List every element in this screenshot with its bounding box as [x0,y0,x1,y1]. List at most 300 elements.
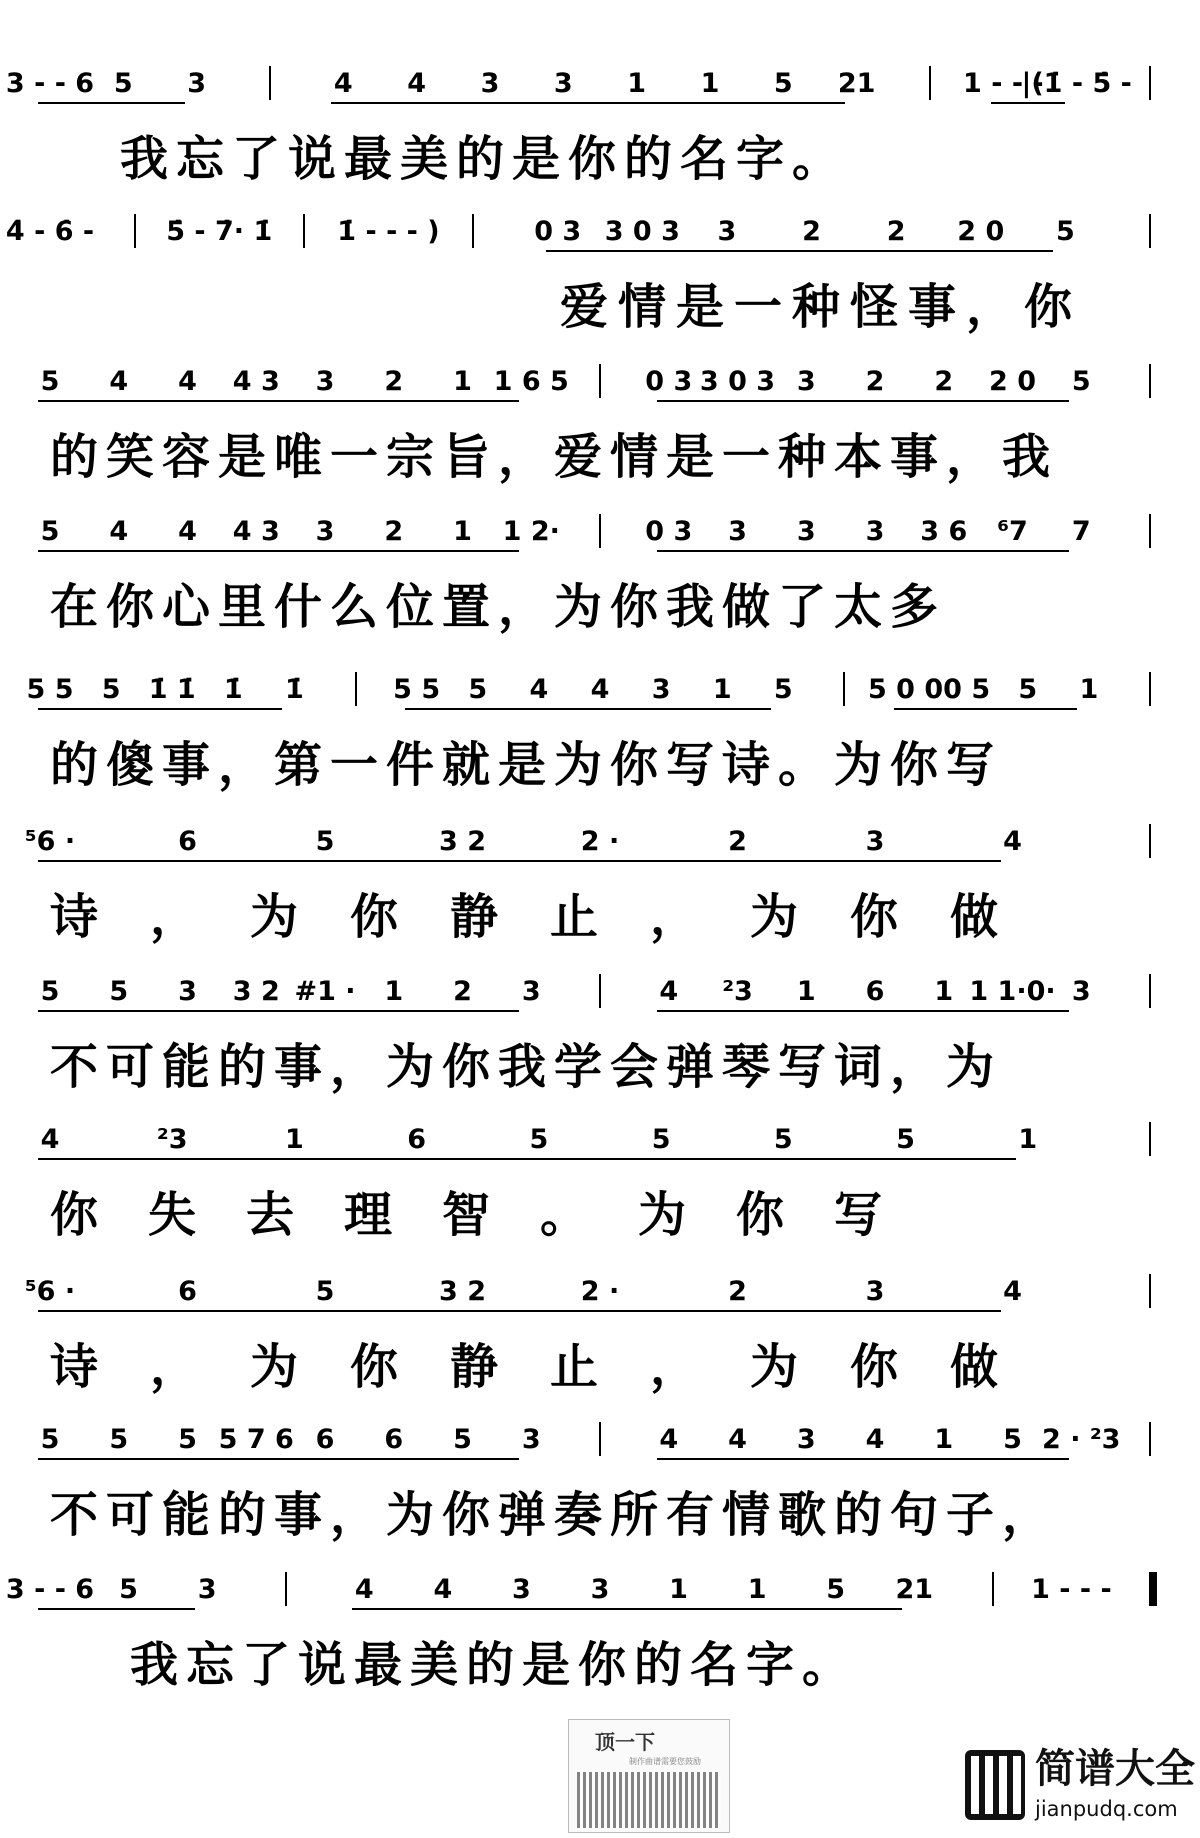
beam-underline [726,400,795,402]
notation-line [0,1418,1200,1462]
barline [1149,672,1151,706]
beam-underline [551,102,624,104]
lyric-char: 了 [778,579,827,635]
lyric-char: 的 [466,1637,515,1693]
note-token: 3 [796,1424,816,1455]
beam-underline [405,102,478,104]
beam-underline [932,550,1001,552]
lyric-char: 情 [610,429,659,485]
note-token: 3 [187,68,207,99]
beam-underline [431,1608,510,1610]
note-token: 3 [796,516,816,547]
lyric-char: 么 [330,579,379,635]
lyric-char: 什 [274,579,323,635]
lyric-char: 你 [850,889,899,945]
note-token: 4 [109,516,129,547]
note-token: 5 [178,1424,197,1455]
note-token: 4 [407,68,427,99]
beam-underline [38,1310,176,1312]
note-token: 1 [669,1574,688,1605]
lyric-char: 最 [344,131,393,187]
lyric-char: 你 [610,579,659,635]
note-token: 1̇ - - - ) [337,216,440,247]
lyric-char: 置 [442,579,491,635]
lyric-char: 就 [442,737,491,793]
lyric-char: 位 [386,579,435,635]
note-token: 1 1·0· [969,976,1056,1007]
barline [1149,66,1151,100]
lyric-char: 你 [350,1339,399,1395]
lyric-char: 是 [218,429,267,485]
note-token: 3 [590,1574,610,1605]
lyric-char: ， [946,429,995,485]
note-token: 21 [837,68,876,99]
lyrics-line [0,124,1200,194]
note-token: 3 [178,976,197,1007]
lyric-char: 的 [218,1487,267,1543]
beam-underline [244,400,313,402]
piano-icon [965,1750,1025,1820]
brand-title: 简谱大全 [1035,1746,1195,1792]
beam-underline [588,860,726,862]
beam-underline [726,1010,795,1012]
barline [134,214,136,248]
barline [843,672,845,706]
lyric-char: 情 [722,1487,771,1543]
note-token: 3 2 [232,976,280,1007]
note-token: 4 [590,674,610,705]
lyric-char: 是 [676,279,725,335]
note-token: 3 - - 6 [5,68,95,99]
note-token: 1 [712,674,732,705]
beam-underline [38,1458,107,1460]
lyric-char: 名 [690,1637,739,1693]
lyric-char: 忘 [186,1637,235,1693]
note-token: 2 0 [957,216,1005,247]
note-token: 3 [1071,976,1091,1007]
beam-underline [405,1158,527,1160]
note-token: 3 [865,1276,885,1307]
note-token: 1̇ [223,674,243,705]
note-token: 5 [896,1124,915,1155]
lyric-char: 静 [450,889,499,945]
lyric-char: 字 [746,1637,795,1693]
beam-underline [38,1608,117,1610]
beam-underline [588,1608,667,1610]
notation-line [0,1568,1200,1612]
note-token: 4 [354,1574,374,1605]
qr-code-icon [577,1772,721,1828]
beam-underline [726,1310,864,1312]
note-token: 3 [865,826,885,857]
beam-underline [331,102,404,104]
lyric-char: ， [150,1339,199,1395]
lyric-char: 的 [834,1487,883,1543]
note-token: 3 [512,1574,531,1605]
note-token: 5 [101,674,121,705]
lyric-char: 为 [834,737,883,793]
lyric-char: 你 [568,131,617,187]
note-token: 2 [886,216,906,247]
beam-underline [352,1608,431,1610]
beam-underline [313,1458,382,1460]
note-token: 4 [865,1424,885,1455]
note-token: 4 [1003,1276,1022,1307]
brand-logo[interactable] [965,1744,1195,1832]
lyric-char: ， [890,1039,939,1095]
note-token: 5 5 [393,674,441,705]
beam-underline [117,1608,196,1610]
beam-underline [745,1608,824,1610]
note-token: 5 [773,674,793,705]
note-token: 0 3 [645,366,693,397]
note-token: 5 [40,1424,60,1455]
lyric-char: ， [498,579,547,635]
lyrics-line [0,1332,1200,1402]
lyric-char: 诗 [50,1339,99,1395]
barline [992,1572,994,1606]
lyric-char: 心 [162,579,211,635]
note-token: 1 [1079,674,1099,705]
barline [1149,214,1151,248]
lyric-char: 你 [50,1187,99,1243]
note-token: 3 0 3 [699,366,776,397]
lyric-char: 做 [722,579,771,635]
beam-underline [451,1310,589,1312]
note-token: 5 [119,1574,138,1605]
lyric-char: ， [150,889,199,945]
note-token: 3 [197,1574,217,1605]
note-token: 3 [651,674,671,705]
note-token: 0 3 [645,516,693,547]
beam-underline [649,1158,771,1160]
beam-underline [313,550,382,552]
lyric-char: 可 [106,1487,155,1543]
barline [1149,974,1151,1008]
lyric-char: 情 [618,279,667,335]
beam-underline [107,1010,176,1012]
note-token: 4 [659,1424,679,1455]
lyric-char: 你 [850,1339,899,1395]
lyric-char: 容 [162,429,211,485]
lyric-char: 你 [106,579,155,635]
note-token: 3 [553,68,573,99]
note-token: 3 [521,1424,541,1455]
note-token: 3 6 [920,516,968,547]
lyric-char: 弹 [498,1487,547,1543]
note-token: 5 [315,826,335,857]
note-token: 0 3 [534,216,582,247]
beam-underline [405,708,466,710]
note-token: 6 [315,1424,335,1455]
lyric-char: ， [330,1039,379,1095]
lyric-char: 旨 [442,429,491,485]
beam-underline [884,250,969,252]
beam-underline [382,400,451,402]
lyric-char: 止 [550,1339,599,1395]
beam-underline [111,102,184,104]
beam-underline [588,1310,726,1312]
beam-underline [38,1010,107,1012]
lyric-char: 的 [456,131,505,187]
note-token: 5 [40,516,60,547]
beam-underline [313,400,382,402]
note-token: 3 [480,68,500,99]
note-token: 3 0 3 [604,216,680,247]
lyric-char: 事 [890,429,939,485]
note-token: 4̇ - 6̇ - [5,216,95,247]
lyric-char: 傻 [106,737,155,793]
lyric-char: ， [1002,1487,1051,1543]
note-token: 5 [453,1424,472,1455]
lyric-char: 名 [680,131,729,187]
note-token: 5 [773,1124,793,1155]
beam-underline [160,708,221,710]
lyric-char: 怪 [850,279,899,335]
lyric-char: 字 [736,131,785,187]
lyric-char: 最 [354,1637,403,1693]
note-token: 1̇ 1̇ [148,674,196,705]
lyric-char: 是 [512,131,561,187]
beam-underline [649,708,710,710]
note-token: 5 [1003,1424,1022,1455]
lyric-char: 里 [218,579,267,635]
lyrics-line [0,1180,1200,1250]
lyric-char: ， [218,737,267,793]
note-token: |(1̇ - 5̇ - [1021,68,1132,99]
beam-underline [38,1158,160,1160]
lyric-char: 琴 [722,1039,771,1095]
beam-underline [451,1458,520,1460]
beam-underline [657,1010,726,1012]
lyric-char: 的 [218,1039,267,1095]
beam-underline [38,102,111,104]
lyric-char: 不 [50,1039,99,1095]
beam-underline [715,250,800,252]
lyric-char: 智 [442,1187,491,1243]
notation-line [0,210,1200,254]
beam-underline [478,102,551,104]
beam-underline [800,250,885,252]
note-token: 3 [865,516,885,547]
lyric-char: 止 [550,889,599,945]
notation-line [0,360,1200,404]
lyric-char: 诗 [50,889,99,945]
note-token: ⁶7 [997,516,1028,547]
lyric-char: 静 [450,1339,499,1395]
lyric-char: 。 [540,1187,589,1243]
lyric-char: 能 [162,1039,211,1095]
lyric-char: 一 [722,429,771,485]
beam-underline [451,1010,520,1012]
beam-underline [794,550,863,552]
note-token: 0 5 [943,674,991,705]
note-token: 2 [384,366,404,397]
lyrics-line [0,1480,1200,1550]
beam-underline [863,1458,932,1460]
lyric-char: 你 [736,1187,785,1243]
beam-underline [382,1458,451,1460]
lyric-char: 子 [946,1487,995,1543]
lyric-char: 为 [250,1339,299,1395]
lyrics-line [0,272,1200,342]
note-token: 7 [1071,516,1091,547]
beam-underline [863,1010,932,1012]
note-token: ⁵6 · [24,826,76,857]
lyric-char: 你 [610,737,659,793]
lyric-char: 多 [890,579,939,635]
note-token: 1 [627,68,647,99]
lyric-char: 。 [792,131,841,187]
barline [285,1572,287,1606]
note-token: 4 3 [232,516,280,547]
notation-line [0,510,1200,554]
note-token: 4 [529,674,549,705]
lyric-char: 。 [778,737,827,793]
barline [599,974,601,1008]
lyric-char: 你 [442,1487,491,1543]
beam-underline [38,708,99,710]
beam-underline [588,708,649,710]
note-token: 1 [1018,1124,1038,1155]
lyric-char: 事 [908,279,957,335]
note-token: 5 [109,976,129,1007]
beam-underline [107,400,176,402]
lyric-char: 写 [946,737,995,793]
note-token: 1 [384,976,404,1007]
lyric-char: 种 [792,279,841,335]
lyrics-line [0,882,1200,952]
note-token: 1 [285,1124,304,1155]
beam-underline [382,550,451,552]
lyric-char: 第 [274,737,323,793]
note-token: 3 [717,216,737,247]
note-token: 2 [934,366,954,397]
lyric-char: 去 [246,1187,295,1243]
note-token: 1 [747,1574,767,1605]
lyric-char: 了 [232,131,281,187]
beam-underline [863,860,1001,862]
lyric-char: 笑 [106,429,155,485]
note-token: #1 · [294,976,356,1007]
note-token: 5 [826,1574,846,1605]
beam-underline [221,708,282,710]
brand-url: jianpudq.com [1035,1797,1178,1821]
note-token: 1̇ [285,674,304,705]
lyric-char: 失 [148,1187,197,1243]
beam-underline [726,550,795,552]
lyric-char: 学 [554,1039,603,1095]
lyric-char: ， [650,889,699,945]
note-token: 5 [1018,674,1038,705]
note-token: 6 [384,1424,404,1455]
lyric-char: 弹 [666,1039,715,1095]
lyric-char: 诗 [722,737,771,793]
note-token: 6 [407,1124,427,1155]
barline [1149,824,1151,858]
beam-underline [657,550,726,552]
lyric-char: 为 [638,1187,687,1243]
lyric-char: 一 [330,429,379,485]
note-token: 4 [178,516,197,547]
lyric-char: 你 [442,1039,491,1095]
note-token: 6 [178,1276,197,1307]
beam-underline [698,102,771,104]
note-token: ⁵6 · [24,1276,76,1307]
lyric-char: 可 [106,1039,155,1095]
barline [599,364,601,398]
barline [1149,1572,1157,1606]
note-token: ²3 [156,1124,188,1155]
lyrics-line [0,730,1200,800]
note-token: 2 0 [989,366,1036,397]
beam-underline [794,400,863,402]
lyric-char: 件 [386,737,435,793]
beam-underline [1016,708,1077,710]
lyric-char: 为 [386,1039,435,1095]
note-token: 1 - - - [963,68,1044,99]
barline [1149,1274,1151,1308]
lyric-char: ， [966,279,1015,335]
lyric-char: 我 [666,579,715,635]
notation-line [0,970,1200,1014]
beam-underline [794,1458,863,1460]
beam-underline [244,550,313,552]
note-token: 4 [333,68,353,99]
like-button[interactable] [568,1719,730,1833]
lyric-char: 一 [734,279,783,335]
lyric-char: 写 [778,1039,827,1095]
note-token: 1 6 5 [493,366,569,397]
lyric-char: 是 [666,429,715,485]
beam-underline [313,860,451,862]
lyric-char: 美 [400,131,449,187]
lyric-char: 理 [344,1187,393,1243]
lyric-char: 做 [950,1339,999,1395]
lyric-char: 奏 [554,1487,603,1543]
barline [1149,1422,1151,1456]
note-token: 1 [700,68,720,99]
lyric-char: ， [330,1487,379,1543]
beam-underline [969,250,1054,252]
barline [599,514,601,548]
note-token: 6 [865,976,885,1007]
lyric-char: 为 [946,1039,995,1095]
note-token: 5 5 [26,674,74,705]
lyric-char: 我 [1002,429,1051,485]
note-token: ²3 [722,976,753,1007]
note-token: 4 [728,1424,747,1455]
lyric-char: 爱 [554,429,603,485]
beam-underline [527,1158,649,1160]
note-token: 5̇ - 7̇· 1̇ [166,216,273,247]
note-token: 5 0 0 [867,674,944,705]
like-caption: 顶一下 [595,1730,655,1754]
note-token: 1 2· [502,516,560,547]
note-token: 4 [178,366,197,397]
lyric-char: 所 [610,1487,659,1543]
lyric-char: 写 [666,737,715,793]
note-token: 5 [773,68,793,99]
note-token: 4 [109,366,129,397]
note-token: 1 [453,366,472,397]
notation-line [0,1118,1200,1162]
beam-underline [244,1458,313,1460]
notation-line [0,668,1200,712]
barline [472,214,474,248]
lyric-char: 会 [610,1039,659,1095]
note-token: 3 [315,516,335,547]
